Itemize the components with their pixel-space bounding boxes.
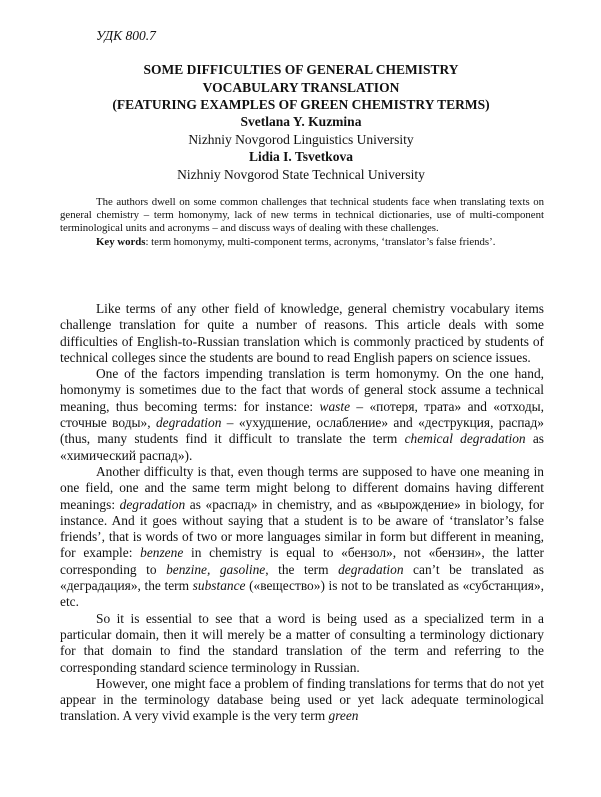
author-name: Svetlana Y. Kuzmina: [240, 114, 362, 129]
author-block: [56, 113, 546, 183]
paper-title: [56, 61, 546, 114]
title-line: VOCABULARY TRANSLATION: [202, 79, 400, 95]
author-affiliation: Nizhniy Novgorod Linguistics University: [188, 131, 414, 147]
term-italic: degradation: [155, 415, 222, 431]
paragraph: So it is essential to see that a word is being used as a specialized term in a particular domain, then it will merely be a matter of consulting a terminology dictionary for that domain to find the standard translation of the term and referring to the corresponding standard science terminology in Russian.: [60, 610, 544, 675]
udk-code: УДК 800.7: [96, 28, 156, 43]
paragraph: [60, 676, 544, 725]
text-run: in chemistry is equal to «бензол», not «бензин», the latter corresponding to: [60, 545, 544, 577]
paragraph: [60, 464, 544, 611]
term-italic: waste: [319, 398, 351, 414]
paragraph: Like terms of any other field of knowledge, general chemistry vocabulary items challenge translation for quite a number of reasons. This article deals with some difficulties of English-to-Russian translation which is commonly practiced by students of technical colleges since the students are bound to read English papers on science issues.: [60, 301, 544, 365]
author-name: Lidia I. Tsvetkova: [249, 149, 353, 164]
term-italic: benzene: [140, 545, 184, 561]
body-text: [60, 301, 544, 725]
text-run: – «потеря, трата» and «отходы, сточные воды»,: [60, 398, 544, 431]
text-run: can’t be translated as «деградация», the term: [60, 561, 544, 594]
text-run: («вещество») is not to be translated as «субстанция», etc.: [60, 578, 544, 610]
term-italic: benzine, gasoline: [166, 561, 266, 577]
term-italic: green: [328, 708, 359, 724]
text-run: One of the factors impending translation is term homonymy. On the one hand, homonymy is sometimes due to the fact that words of general stock assume a technical meaning, thus becoming terms: for instance:: [60, 366, 544, 414]
text-run: – «ухудшение, ослабление» and «деструкция, распад» (thus, many students find it difficult to translate the term: [60, 415, 544, 447]
text-run: However, one might face a problem of finding translations for terms that do not yet appear in the terminology database being used or yet lack adequate terminological translation. A very vivid example is the very term: [60, 675, 544, 724]
title-line: SOME DIFFICULTIES OF GENERAL CHEMISTRY: [143, 62, 459, 77]
abstract-text: The authors dwell on some common challenges that technical students face when translating texts on general chemistry – term homonymy, lack of new terms in technical dictionaries, use of multi-component terminological units and acronyms – and discuss ways of dealing with these challenges.: [60, 196, 544, 235]
text-run: as «распад» in chemistry, and as «вырождение» in biology, for instance. And it goes without saying that a student is to be aware of ‘translator’s false friends’, that is words of two or more languages similar in form but different in meaning, for example:: [60, 496, 545, 561]
keywords: [60, 236, 544, 249]
term-italic: chemical degradation: [404, 431, 526, 447]
keywords-label: Key words: [96, 235, 146, 248]
text-run: Another difficulty is that, even though terms are supposed to have one meaning in one field, one and the same term might belong to different domains having different meanings:: [60, 463, 544, 512]
term-italic: substance: [192, 578, 246, 594]
term-italic: degradation: [338, 561, 404, 577]
keywords-list: : term homonymy, multi-component terms, acronyms, ‘translator’s false friends’.: [145, 235, 496, 248]
text-run: , the term: [265, 561, 339, 577]
paragraph: [60, 366, 544, 464]
author-affiliation: Nizhniy Novgorod State Technical University: [177, 166, 425, 182]
title-line: (FEATURING EXAMPLES OF GREEN CHEMISTRY TERMS): [112, 97, 490, 112]
term-italic: degradation: [119, 496, 186, 512]
text-run: as «химический распад»).: [60, 431, 544, 463]
abstract: [60, 196, 544, 249]
